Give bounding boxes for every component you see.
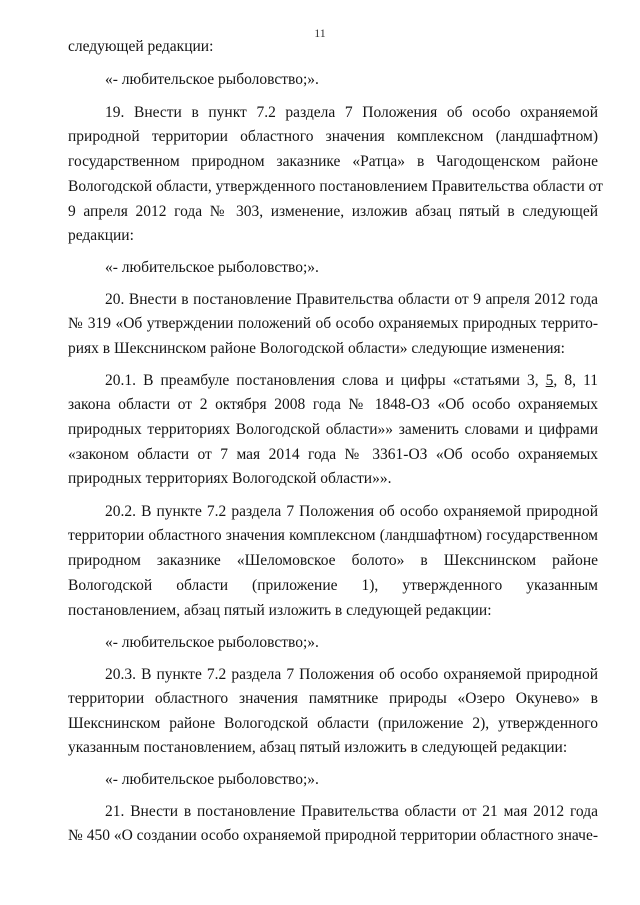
text-line: закона области от 2 октября 2008 года № 1848-ОЗ «Об особо охраняемых [68, 396, 598, 413]
text-line: 20.3. В пункте 7.2 раздела 7 Положения об особо охраняемой природной [105, 666, 598, 683]
text-line: территории областного значения памятнике природы «Озеро Окунево» в [68, 690, 598, 707]
text-line: «законом области от 7 мая 2014 года № 3361-ОЗ «Об особо охраняемых [68, 446, 598, 463]
text-line: Вологодской области, утвержденного постановлением Правительства области от [68, 178, 603, 195]
text-line: Шекснинском районе Вологодской области (приложение 2), утвержденного [68, 715, 598, 732]
text-line: природной территории областного значения комплексном (ландшафтном) [68, 128, 598, 145]
text-line: Вологодской области (приложение 1), утвержденного указанным [68, 577, 598, 594]
text-line: № 450 «О создании особо охраняемой природной территории областного значе- [68, 827, 598, 844]
text-line: редакции: [68, 227, 134, 244]
text-line: «- любительское рыболовство;». [105, 771, 319, 788]
text-line: «- любительское рыболовство;». [105, 634, 319, 651]
text-line: 20.2. В пункте 7.2 раздела 7 Положения об особо охраняемой природной [105, 503, 598, 520]
page-number: 11 [314, 26, 326, 40]
text-line: № 319 «Об утверждении положений об особо охраняемых природных террито- [68, 315, 598, 332]
text-line: государственном природном заказнике «Ратца» в Чагодощенском районе [68, 153, 598, 170]
text-line: 20.1. В преамбуле постановления слова и цифры «статьями 3, 5, 8, 11 [105, 372, 598, 389]
text-line: «- любительское рыболовство;». [105, 71, 319, 88]
text-line: указанным постановлением, абзац пятый изложить в следующей редакции: [68, 739, 568, 756]
text-line: 19. Внести в пункт 7.2 раздела 7 Положения об особо охраняемой [105, 104, 598, 121]
text-line: 9 апреля 2012 года № 303, изменение, изложив абзац пятый в следующей [68, 203, 598, 220]
text-line: постановлением, абзац пятый изложить в следующей редакции: [68, 602, 492, 619]
text-line: природных территориях Вологодской области»». [68, 470, 392, 487]
text-line: 21. Внести в постановление Правительства области от 21 мая 2012 года [105, 803, 598, 820]
text-line: риях в Шекснинском районе Вологодской области» следующие изменения: [68, 340, 565, 357]
underlined-number: 5 [545, 372, 554, 389]
text-line: следующей редакции: [68, 38, 214, 55]
text-line: 20. Внести в постановление Правительства области от 9 апреля 2012 года [105, 291, 598, 308]
text-line: территории областного значения комплексном (ландшафтном) государственном [68, 527, 598, 544]
text-line: «- любительское рыболовство;». [105, 259, 319, 276]
text-line: природном заказнике «Шеломовское болото» в Шекснинском районе [68, 552, 598, 569]
text-line: природных территориях Вологодской области»» заменить словами и цифрами [68, 421, 598, 438]
